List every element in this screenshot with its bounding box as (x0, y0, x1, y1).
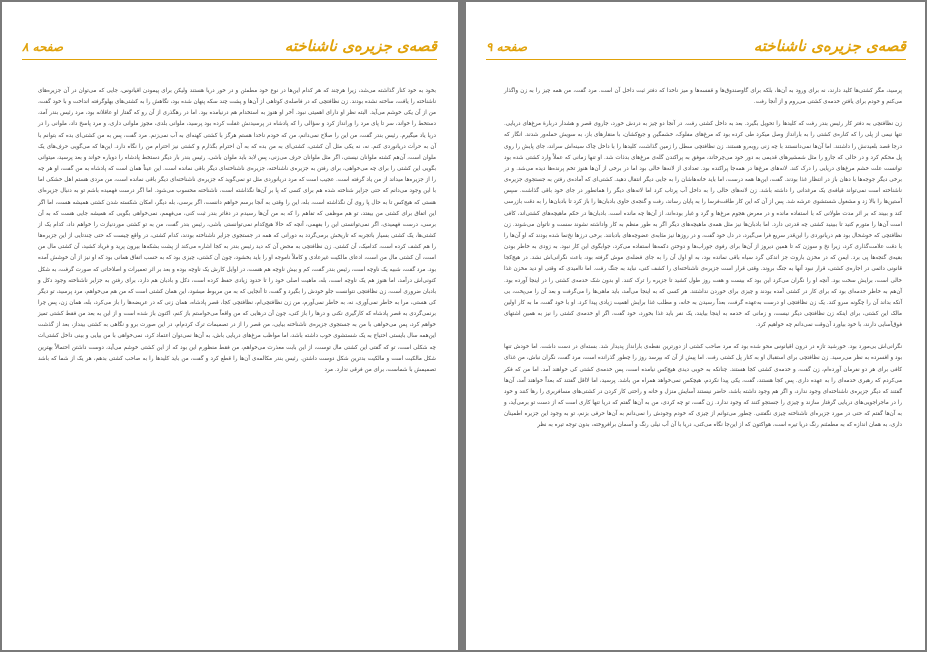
page-header (486, 36, 906, 60)
header-title: قصه‌ی جزیره‌ی ناشناخته (284, 37, 437, 55)
paragraph: زن نظافتچی به دفتر کار رئیس بندر رفت که کلیدها را تحویل بگیرد. بعد به داخل کشتی رفت. در آنجا دو چیز به دردش خورد، جاروی قصر و هشدار دربارهٔ مرغ‌های دریایی. تنها نیمی از پلی را که کناره‌ی کشتی را به بارانداز وصل میکرد طی کرده بود که مرغ‌های مفلوک، خشمگین و جیغ‌کشان، با منقارهای باز، به سویش حمله‌ور شدند. انگار که درجا قصد بلعیدنش را داشتند. اما آن‌ها نمی‌دانستند با چه زنی روبه‌رو هستند. زن نظافتچی سطل را زمین گذاشت، کلیدها را با داخل چاک سینه‌اش سراند، جای پایش را روی پل محکم کرد و در حالی که جارو را مثل شمشیرهای قدیمی به دور خود می‌چرخاند، موفق به پراکندن گله‌ی مرغ‌های بدذات شد. او تنها زمانی که عملاً وارد کشتی شده بود توانست علت خشم مرغ‌های دریایی را درک کند. لانه‌های مرغ‌ها در همه‌جا پراکنده بود. تعدادی از لانه‌ها خالی بود اما در برخی از آن‌ها هنوز تخم پرنده‌ها دیده می‌شد. و در برخی دیگر جوجه‌ها با دهان باز در انتظار غذا بودند. گفت، این‌ها همه درست، اما باید خانه‌هاشان را به جایی دیگر انتقال دهید. کشتی‌ای که آماده‌ی رفتن به جستجوی جزیره‌ی ناشناخته است نمی‌تواند قیافه‌ی یک مرغدانی را داشته باشد. زن لانه‌های خالی را به داخل آب پرتاب کرد اما لانه‌های دیگر را همانطور در جای خود باقی گذاشت. سپس آستین‌ها را بالا زد و مشغول شستشوی عرشه شد. پس از آن که این کار طاقت‌فرسا را به پایان رساند، رفت و گنجه‌ی حاوی بادبان‌ها را باز کرد تا بادبان‌ها را به دقت بازرسی کند و ببیند که بر اثر مدت طولانی که با استفاده مانده و در معرض هجوم مرغ‌ها و گرد و غبار بوده‌اند، از آن‌ها چه مانده است. بادبان‌ها در حکم ماهیچه‌های کشتی‌اند، کافی است آن‌ها را متورم کنید تا ببینید کشتی چه قدرتی دارد. اما بادبان‌ها نیز مثل همه‌ی ماهیچه‌های دیگر اگر به طور منظم به کار واداشته نشوند سست و ناتوان می‌شوند. زن نظافتچی که خوشحال بود هم دریانوردی را این‌قدر سریع فرا می‌گیرد، در دل خود گفت، و در روزها نیز مثابه‌ی عضوچه‌های بادبانند. برخی درزها نخ‌نما شده بودند که او آن‌ها را با دقت علامت‌گذاری کرد، زیرا نخ و سوزن که تا همین دیروز از آن‌ها برای رفوی جوراب‌ها و دوختن دکمه‌ها استفاده می‌کرد، جوابگوی این کار نبود. به زودی به خاطر بودن بقیه‌ی گنجه‌ها پی برد. ایمن که در مخزن باروت جز اندکی گرد سیاه باقی نمانده بود، به او اول آن را به جای فضله‌ی موش گرفته بود، باعث نگرانی‌اش نشد. در هیچ‌کجا قانونی دائمی در اجاره‌ی کشتی، قرار نبود آنها به جنگ بروند. وقتی قرار است جزیره‌ی ناشناخته‌ای را کشف کنی، نباید به جنگ رفت. اما ناامیدی که وقتی او دید مخزن غذا خالی است، برایش سخت بود. آنچه او را نگران می‌کرد این بود که بیست و هفت روز طول کشید تا جزیره را ترک کنند. او بدون شک خدمه‌ی کشتی را در اینجا آورده بود. آن‌هم به خاطر خدمه‌ای بود که برای کار در کشتی آمده بودند و چیزی برای خوردن نداشتند. هر کسی که به اینجا می‌آمد، باید ماهی‌ها را می‌گرفت و بعد آن را می‌پخت، بی آنکه بداند آن را چگونه سرو کند. یک زن نظافتچی او درست به‌عهده گرفت، بعداً رسیدن به خانه، و مطلب غذا برایش اهمیت زیادی پیدا کرد. او با خود گفت، ما به کار اولین مالک این کشتی، برای اینکه زن نظافتچی دیگر نیست، و زمانی که خدمه به اینجا بیایند، یک نفر باید غذا بخورد، خود گفت، اگر او خدمه‌ی کشتی را نیز به همین اشتهای فوق‌آسایی دارند، با خود بیاورد آن‌وقت نمی‌دانم چه خواهیم کرد. (504, 121, 902, 329)
paragraph: پرسید، مگر کشتی‌ها کلید دارند، نه برای ورود به آن‌ها، بلکه برای گاوصندوق‌ها و قفسه‌ها و میز ناخدا که دفتر ثبت داخل آن است. مرد گفت، من همه چیز را به زن واگذار می‌کنم و خودم برای یافتن خدمه‌ی کشتی می‌روم و از آنجا رفت. (504, 88, 902, 106)
body-text (504, 86, 902, 606)
header-title: قصه‌ی جزیره‌ی ناشناخته (753, 37, 906, 55)
paragraph: بخود به خود کنار گذاشته می‌شد، زیرا هرچند که هر کدام این‌ها در نوع خود مطمئن و در خور دریا هستند ولیکن برای پیمودن اقیانوس، جایی که می‌توان در آن جزیره‌های ناشناخته را یافت، ساخته نشده بودند. زن نظافتچی که در فاصله‌ی کوتاهی از آن‌ها و پشت چند سکه پنهان شده بود، نگاهش را به کشتی‌های بهلوگرفته انداخت و با خود گفت، من از آن یکی خوشم می‌آید. البته نظر او دارای اهمیتی نبود. آخر او هنوز به استخدام هم درنیامده بود. اما در رهگذری از آن رو که گفتار او عاقلانه بود، مرد رئیس بندر آمد، دستخط را خواند، سر تا پای مرد را ورانداز کرد و سؤالی را که پادشاه در پرسیدنش غفلت کرده بود پرسید، ملوانی بلدی، مجوز ملوانی داری، و مرد پاسخ داد، ملوانی را در دریا یاد میگیرم. رئیس بندر گفت، من این را صلاح نمی‌دانم، من که خودم ناخدا هستم هرگز با کشتی کهنه‌ای به آب نمی‌زنم. مرد گفت، پس به من کشتی‌ای بده که بتوانم با آن به حرأت دریانوردی کنم. نه، نه یکی مثل آن کشتی، کشتی‌ای به من بده که به آن احترام بگذارم و کشتی نیز احترام من را نگاه دارد. این‌ها که می‌گویی حرف‌های یک ملوان است، آن‌هم کشته ملوانان نیستی، اگر مثل ملوانان حرف می‌زنی، پس لابد باید ملوان باشی. رئیس بندر بار دیگر دستخط پادشاه را دوباره خواند و بعد پرسید، میتوانی بگویی این کشتی را برای چه می‌خواهی، برای رفتن به جزیره‌ی ناشناخته، جزیره‌ی ناشناخته‌ای دیگر باقی نمانده است. این عیناً همان است که پادشاه به من گفت، او هر چه را از جزیره‌ها میداند از من یاد گرفته است. عجیب است که مرد دریانوردی مثل تو نمی‌گوید که جزیره‌ی ناشناخته‌ای دیگر باقی نمانده است، من مردی هستم اهل خشکی اما با این وجود می‌دانم که حتی جزایر شناخته شده هم برای کسی که پا بر آن‌ها نگذاشته است، ناشناخته محسوب می‌شود. اما اگر درست فهمیده باشم تو به دنبال جزیره‌ای هستی که هیچ‌کس تا به حال پا روی آن نگذاشته است، بله، این را وقتی به آنجا برسم خواهم دانست، اگر برسی، بله دیگر، امکان شکسته شدن کشتی همیشه هست، اما اگر این اتفاق برای کشتی من بیفتد، تو هم موظفی که تفاهم را که به من آن‌ها رسیدم در دفاتر بندر ثبت کنی، می‌فهمم، نمی‌خواهی بگویی که همیشه جایی هست که به آن برسی، درست فهمیدی، اگر نمی‌توانستی این را بفهمی، آنچه که حالا هیچ‌کدام نمی‌توانستی باشی، رئیس بندر گفت، من به تو کشتی موردنیازت را خواهم داد، کدام یک از کشتی‌ها، یک کشتی بسیار باتجربه که تاریخش برمی‌گردد به دورانی که همه در جستجوی جزایر ناشناخته بودند، کدام کشتی، در واقع چیست که حتی چندتایی از این جزیره‌ها را هم کشف کرده است، کدامیک، آن کشتی. زن نظافتچی به محض آن که دید رئیس بندر به کجا اشاره می‌کند از پشت بشکه‌ها بیرون پرید و فریاد کشید، آن کشتی مال من است، آن کشتی مال من است، ادعای مالکیت غیرعادی و کاملاً ناموجه او را باید بخشود، چون آن کشتی، چیزی بود که به حسب اتفاق همانی بود که او نیز از آن خوشش آمده بود. مرد گفت، شبیه یک ناوچه است، رئیس بندر گفت، کم و بیش ناوچه هم هست، در اوایل کارش یک ناوچه بوده و بعد بر اثر تعمیرات و اصلاحاتی که صورت گرفت، به شکل کنونی‌اش درآمد، اما هنوز هم یک ناوچه است، بله، ماهیت اصلی خود را تا حدود زیادی حفظ کرده است، دکل و بادبان هم دارد، برای رفتن به جزایر ناشناخته وجود دکل و بادبان ضروری است، زن نظافتچی نتوانست جلو خودش را بگیرد و گفت، تا آنجایی که به من مربوط میشود، این همان کشتی است که من هم می‌خواهم، مرد پرسید، تو دیگر کی هستی، مرا به خاطر نمی‌آوری، نه، به خاطر نمی‌آورم، من زن نظافتچی‌ام، نظافتچی کجا، قصر پادشاه، همان زنی که در عریضه‌ها را باز می‌کرد، بله، همان زن، پس چرا برنمی‌گردی به قصر پادشاه که کارگیری نکنی و درها را باز کنی، چون آن درهایی که من واقعاً می‌خواستم باز کنم، اکنون باز شده است و از این به بعد من فقط کشتی تمیز خواهم کرد، پس می‌خواهی با من به جستجوی جزیره‌ی ناشناخته بیایی، من قصر را از در تصمیمات ترک کردم‌ام، در این صورت برو و نگاهی به کشتی بینداز، بعد از گذشت این‌همه سال بایستی احتیاج به یک شستشوی خوب داشته باشد، اما مواظب مرغ‌های دریایی باش، به آن‌ها نمی‌توان اعتماد کرد، نمی‌خواهی با من بیایی و بینی داخل کشتی‌ات چه شکلی است، تو که گفتی این کشتی مال توست، از این بابت معذرت می‌خواهم، من فقط منظورم این بود که از این کشتی خوشم می‌آید، دوست داشتن احتمالاً بهترین شکل مالکیت است و مالکیت بدترین شکل دوست داشتن. رئیس بندر مکالمه‌ی آن‌ها را قطع کرد و گفت، من باید کلیدها را به صاحب کشتی بدهم، هر یک از شما که باشد تصمیمش با شماست، برای من فرقی ندارد. مرد (38, 88, 436, 373)
body-text (38, 86, 436, 606)
paragraph: نگرانی‌اش بی‌مورد بود. خورشید تازه در درون اقیانوس محو شده بود که مرد صاحب کشتی از دورترین نقطه‌ی بارانداز پدیدار شد. بسته‌ای در دست داشت. اما خودش تنها بود و افسرده به نظر می‌رسید. زن نظافتچی برای استقبال او به کنار پل کشتی رفت. اما پیش از آن که بپرسد روز را چطور گذرانده است، مرد گفت، نگران نباش، من غذای کافی برای هر دو نفرمان آورده‌ام، زن گفت، و خدمه‌ی کشتی کجا هستند. چنانکه به خوبی دیدی هیچ‌کس نیامده است، پس خدمه‌ی کشتی کی خواهند آمد. اما من که فکر می‌کردم که رهبری خدمه‌ای را به عهده داری. پس کجا هستند، گفت، یکی پیدا نکردم، هیچکس نمی‌خواهد همراه من باشد. پرسید، اما لااقل گفتند که بعداً خواهند آمد، آن‌ها گفتند که دیگر جزیره‌ی ناشناخته‌ای وجود ندارد، و اگر هم وجود داشته باشد، حاضر نیستند آسایش منزل و خانه و راحتی کار کردن در کشتی‌های مسافربری را رها کنند و خود را در ماجراجویی‌های دریایی گرفتار سازند و چیزی را جستجو کنند که وجود ندارد. زن گفت، تو چه کردی، من به آن‌ها گفتم که دریا تنها کاری است که از دست تو برمی‌آید، و به آن‌ها گفتم که حتی در مورد جزیره‌ای ناشناخته چیزی نگفتنی. چطور می‌توانم از چیزی که خودم وجودش را نمی‌دانم به آن‌ها حرفی بزنم، تو به وجود این جزیره اطمینان داری، به همان اندازه که به مطمئنم رنگ دریا تیره است، هوا‌کتون که از این‌جا نگاه می‌کنی، دریا با آن آب نیلی رنگ و آسمان برافروخته، بدون توجه تیره به نظر (504, 344, 902, 429)
page-number: صفحه ۹ (486, 40, 528, 54)
page-left (2, 2, 458, 650)
page-header (22, 36, 437, 60)
page-right (466, 2, 925, 650)
page-number: صفحه ۸ (22, 40, 64, 54)
